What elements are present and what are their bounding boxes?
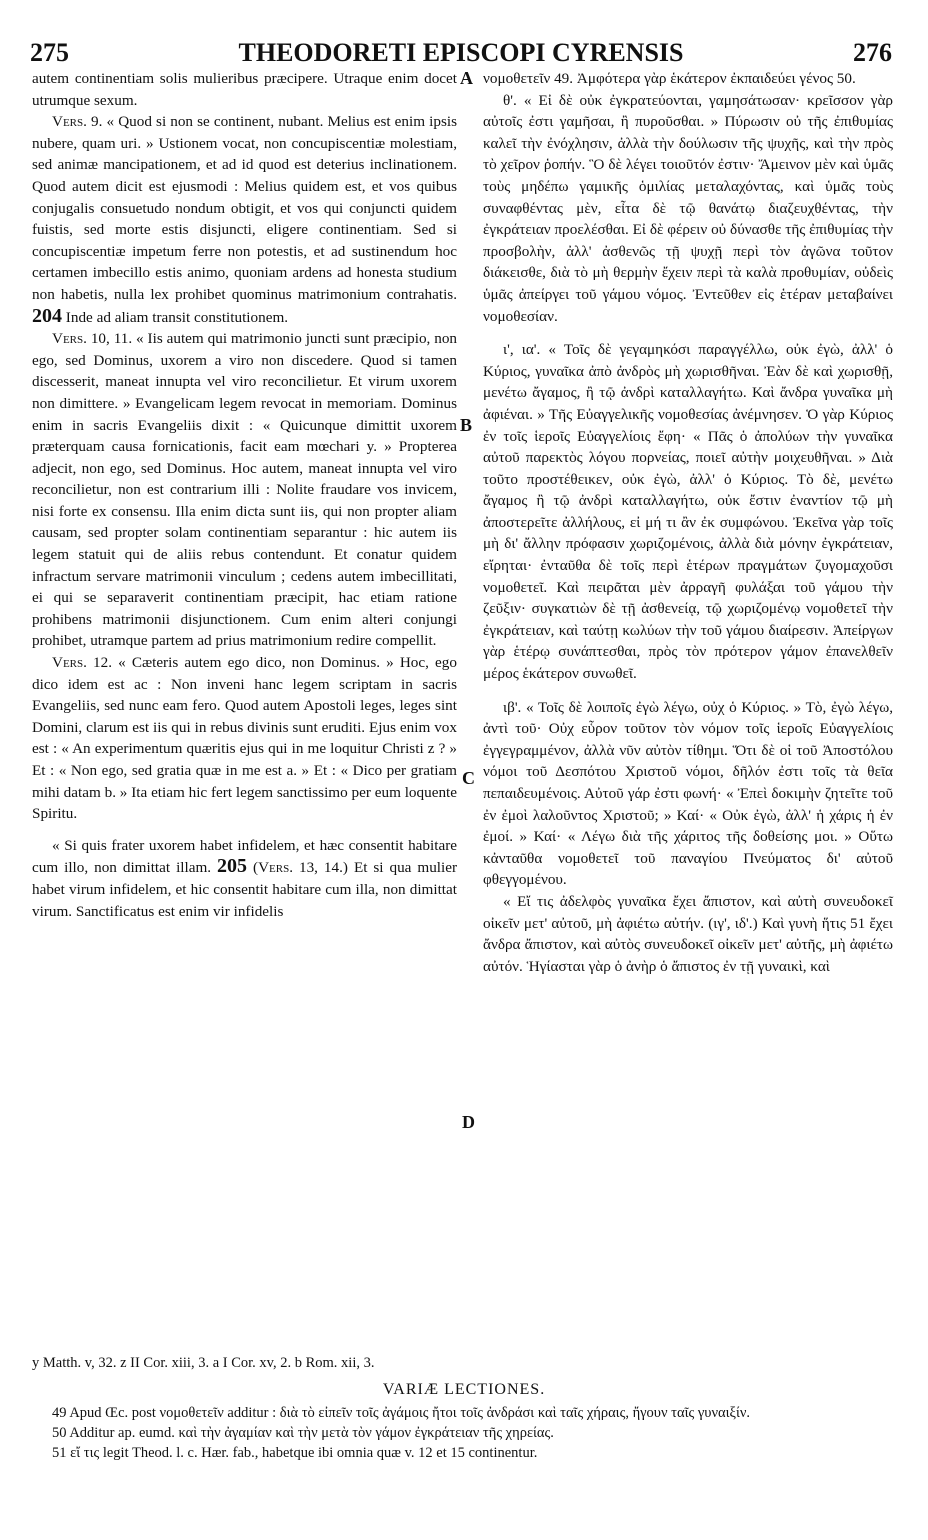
verse-label: Vers. 10, 11. (52, 330, 133, 348)
footnote-references: y Matth. v, 32. z II Cor. xiii, 3. a I Cor. xv, 2. b Rom. xii, 3. (32, 1355, 375, 1371)
page-number-right: 276 (853, 38, 892, 67)
margin-marker-a: A (460, 68, 473, 88)
running-title: THEODORETI EPISCOPI CYRENSIS (238, 38, 684, 67)
greek-paragraph-5: « Εἴ τις ἀδελφὸς γυναῖκα ἔχει ἄπιστον, καὶ αὐτὴ συνευδοκεῖ οἰκεῖν μετ' αὐτοῦ, μὴ ἀφιέτω αὐτήν. (ιγ', ιδ'.) Καὶ γυνὴ ἥτις 51 ἔχει ἄνδρα ἄπιστον, καὶ αὐτὸς συνευδοκεῖ οἰκεῖν μετ' αὐτῆς, μὴ ἀφιέτω αὐτόν. Ἡγίασται γὰρ ὁ ἀνὴρ ὁ ἄπιστος ἐν τῇ γυναικὶ, καὶ (483, 892, 893, 975)
variant-note: 50 Additur ap. eumd. καὶ τὴν ἀγαμίαν καὶ τὴν μετὰ τὸν γάμον ἐγκράτειαν τῆς χηρείας. (52, 1425, 554, 1441)
greek-paragraph-4: ιβ'. « Τοῖς δὲ λοιποῖς ἐγὼ λέγω, οὐχ ὁ Κύριος. » Τὸ, ἐγὼ λέγω, ἀντὶ τοῦ· Οὐχ εὗρον τοῦτον τὸν νόμον τοῖς ἱεροῖς Εὐαγγελίοις ἐγγεγραμμένον, ἀλλὰ νῦν αὐτὸν τίθημι. Ὅτι δὲ οἱ τοῦ Ἀποστόλου νόμοι τοῦ Δεσπότου Χριστοῦ νόμοι, δῆλόν ἐστι τοῖς τὰ θεῖα πεπαιδευμένοις. Αὐτοῦ γάρ ἐστι φωνή· « Ἐπεὶ δοκιμὴν ζητεῖτε τοῦ ἐν ἐμοὶ λαλοῦντος Χριστοῦ; » Καί· « Οὐκ ἐγὼ, ἀλλ' ἡ χάρις ἡ ἐν ἐμοί. » Καί· « Λέγω διὰ τῆς χάριτος τῆς δοθείσης μοι. » Οὕτω κἀνταῦθα νομοθετεῖ τοῦ παναγίου Πνεύματος δι' αὐτοῦ φθεγγομένου. (483, 698, 893, 889)
latin-text: « Si quis frater uxorem habet infidelem, et hæc consentit habitare cum illo, non dimittat illam. (32, 836, 457, 877)
latin-paragraph-4 (32, 652, 457, 825)
latin-column (32, 68, 457, 922)
latin-text: « Cæteris autem ego dico, non Dominus. » Hoc, ego dico idem est ac : Non inveni hanc legem scriptam in sacris Evangeliis, sed nunc eam fero. Quod autem Apostoli leges, leges sint Domini, clarum est iis qui in rebus divinis sunt eruditi. Ejus enim vox est : « An experimentum quæritis ejus qui in me loquitur Christi z ? » Et : « Non ego, sed gratia quæ in me est a. » Et : « Dico per gratiam mihi datam b. » Ita etiam hic fert legem sanctissimo per eum loquente Spiritu. (32, 654, 457, 823)
verse-label: (Vers. 13, 14.) (253, 859, 348, 877)
verse-label: Vers. 9. (52, 113, 103, 131)
latin-paragraph-5 (32, 835, 457, 922)
margin-marker-c: C (462, 768, 475, 788)
margin-marker-b: B (460, 415, 473, 435)
greek-column (483, 68, 893, 977)
latin-text: « Quod si non se continent, nubant. Melius est enim ipsis nubere, quam uri. » Ustionem vocat, non concupiscentiæ molestiam, sed animæ mancipationem, et ad id quod est deterius inclinationem. Quod autem dicit est ejusmodi : Melius quidem est, et vos quibus conjugalis consuetudo nondum obtigit, et vos qui conjuncti quidem fuistis, sed morte estis disjuncti, eligere continentiam. Sed si concupiscentiæ impetum ferre non potestis, et ad sustinendum hoc certamen imbecillo estis animo, quoniam ardens ad honesta studium non habetis, nulla lex prohibet quominus matrimonium contrahatis. (32, 113, 457, 303)
greek-paragraph-1: νομοθετεῖν 49. Ἀμφότερα γὰρ ἑκάτερον ἐκπαιδεύει γένος 50. (483, 70, 856, 87)
latin-paragraph-2 (32, 111, 457, 328)
greek-paragraph-2: θ'. « Εἰ δὲ οὐκ ἐγκρατεύονται, γαμησάτωσαν· κρεῖσσον γὰρ αὐτοῖς ἐστι γαμῆσαι, ἢ πυροῦσθαι. » Πύρωσιν οὐ τῆς ἐπιθυμίας καλεῖ τὴν ἐνόχλησιν, ἀλλὰ τὴν δούλωσιν τῆς ψυχῆς, καὶ τὴν πρὸς τὸ χεῖρον ῥοπήν. Ὃ δὲ λέγει τοιοῦτόν ἐστιν· Ἄμεινον μὲν καὶ ὑμᾶς τοὺς μηδέπω γαμικῆς ὁμιλίας μεταλαχόντας, καὶ ὑμᾶς τοὺς συναφθέντας μὲν, εἶτα δὲ τῷ θανάτῳ διαζευχθέντας, τὴν ἐγκράτειαν προελέσθαι. Εἰ δὲ φέρειν οὐ δύνασθε τῆς ἐπιθυμίας τὴν προσβολὴν, ἀλλ' ἀσθενῶς τῇ ψυχῇ περὶ τὸν ἀγῶνα τοῦτον διάκεισθε, διὰ τὸ μὴ θερμὴν ἔχειν περὶ τὰ καλὰ προθυμίαν, οὐδεὶς ὑμᾶς ἀπείργει τοῦ γάμου νόμος. Ἐντεῦθεν εἰς ἑτέραν μεταβαίνει νομοθεσίαν. (483, 91, 893, 325)
latin-text: Et si qua mulier habet virum infidelem, et hic consentit habitare cum illa, non dimittat virum. Sanctificatus est enim vir infidelis (32, 859, 458, 920)
column-number: 205 (217, 855, 248, 878)
column-number: 204 (32, 304, 62, 327)
variae-lectiones (32, 1403, 894, 1463)
verse-label: Vers. 12. (52, 654, 113, 672)
latin-paragraph-3 (32, 328, 457, 652)
latin-text: « Iis autem qui matrimonio juncti sunt præcipio, non ego, sed Dominus, uxorem a viro non discedere. Quod si tamen discesserit, maneat innupta vel viro reconcilietur. Et virum uxorem non dimittere. » Evangelicam legem revocat in memoriam. Dominus enim in sacris Evangeliis dixit : « Quicunque dimittit uxorem præterquam causa fornicationis, facit eam mœchari y. » Propterea adjecit, non ego, sed Dominus. Hoc autem, maneat innupta vel viro reconcilietur, non est contrarium illi : Nolite fraudare vos invicem, nisi forte ex consensu. Illa enim dicta sunt iis, qui non propter aliam causam, sed propter solam continentiam separantur : hic autem iis legem statuit qui de aliis rebus contendunt. Et conatur quidem infractum servare matrimonii vinculum ; cedens autem imbecillitati, ei qui se separaverit continentiam præcipit, hac etiam ratione prohibens matrimonii disjunctionem. Cum enim alteri conjungi prohibet, utramque partem ad prius matrimonium redire compellit. (32, 330, 458, 650)
page-header (30, 36, 892, 70)
variae-lectiones-heading: VARIÆ LECTIONES. (382, 1381, 546, 1398)
page-number-left: 275 (30, 38, 69, 67)
greek-paragraph-3: ι', ια'. « Τοῖς δὲ γεγαμηκόσι παραγγέλλω, οὐκ ἐγὼ, ἀλλ' ὁ Κύριος, γυναῖκα ἀπὸ ἀνδρὸς μὴ χωρισθῆναι. Ἐὰν δὲ καὶ χωρισθῇ, μενέτω ἄγαμος, ἢ τῷ ἀνδρὶ καταλλαγήτω. Καὶ ἄνδρα γυναῖκα μὴ ἀφιέναι. » Τῆς Εὐαγγελικῆς νομοθεσίας ἀνέμνησεν. Ὁ γὰρ Κύριος ἐν τοῖς ἱεροῖς Εὐαγγελίοις ἔφη· « Πᾶς ὁ ἀπολύων τὴν γυναῖκα αὐτοῦ παρεκτὸς λόγου πορνείας, ποιεῖ αὐτὴν μοιχευθῆναι. » Διὰ τοῦτο προστέθεικεν, οὐκ ἐγὼ, ἀλλ' ὁ Κύριος. Τὸ δὲ, μενέτω ἄγαμος ἢ τῷ ἀνδρὶ καταλλαγήτω, οὐκ ἔστιν ἐναντίον τῷ μὴ ἀποστερεῖτε ἀλλήλους, εἰ μή τι ἂν ἐκ συμφώνου. Ἐκεῖνα γὰρ τοῖς μὴ δι' ἄλλην πρόφασιν χωριζομένοις, ἀλλὰ διὰ μόνην ἐγκράτειαν, εἴρηται· ἐνταῦθα δὲ τοῖς περὶ ἑτέρων πραγμάτων ζυγομαχοῦσι νομοθετεῖ. Καὶ πειρᾶται μὲν ἀρραγῆ φυλάξαι τοῦ γάμου τὴν ζεῦξιν· συγκατιὼν δὲ τῇ ἀσθενείᾳ, τῷ χωριζομένῳ νομοθετεῖ τὴν ἐγκράτειαν, καὶ ταύτῃ κωλύων τὴν τοῦ γάμου διαίρεσιν. Ἀπείργων γὰρ ἑτέρῳ συνάπτεσθαι, πρὸς τὸν πρότερον γάμον ἐπανελθεῖν μέρος ἑκάτερον συνωθεῖ. (483, 341, 893, 683)
latin-paragraph-1: autem continentiam solis mulieribus præcipere. Utraque enim docet utrumque sexum. (32, 70, 457, 109)
margin-marker-d: D (462, 1112, 475, 1132)
latin-text: Inde ad aliam transit constitutionem. (65, 308, 289, 326)
variant-note: 49 Apud Œc. post νομοθετεῖν additur : διὰ τὸ εἰπεῖν τοῖς ἀγάμοις ἤτοι τοῖς ἀνδράσι καὶ ταῖς χήραις, ἤγουν ταῖς γυναιξίν. (52, 1405, 751, 1421)
variant-note: 51 εἴ τις legit Theod. l. c. Hær. fab., habetque ibi omnia quæ v. 12 et 15 continentur. (52, 1445, 538, 1461)
